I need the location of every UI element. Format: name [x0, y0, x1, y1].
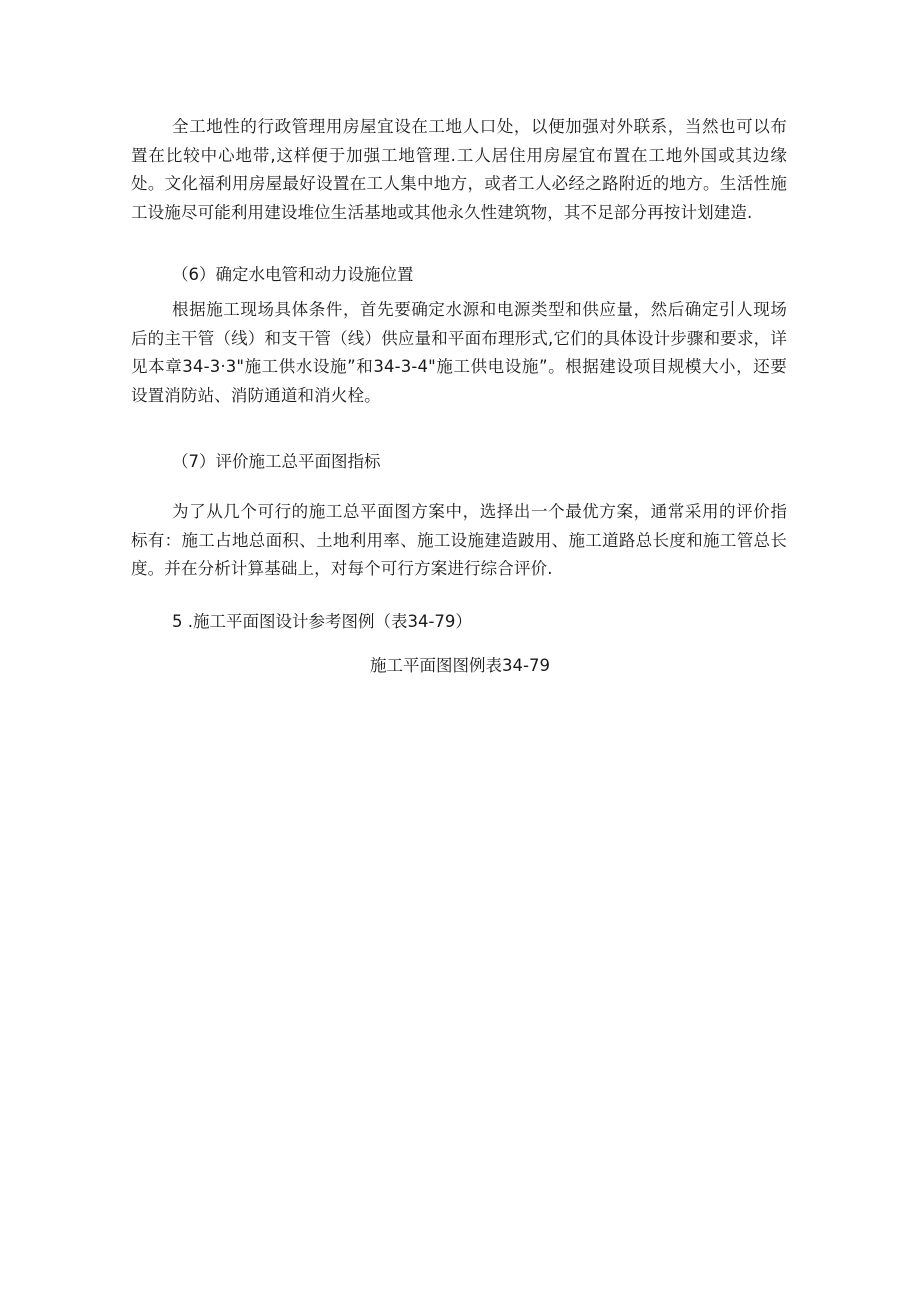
paragraph-utilities: 根据施工现场具体条件，首先要确定水源和电源类型和供应量，然后确定引人现场后的主干管（线）和支干管（线）供应量和平面布理形式,它们的具体设计步骤和要求，详见本章34-3·3"施工供水设施”和34-3-4"施工供电设施”。根据建设项目规模大小，还要设置消防站、消防通道和消火栓。	[131, 300, 787, 405]
paragraph-evaluation: 为了从几个可行的施工总平面图方案中，选择出一个最优方案，通常采用的评价指标有：施工占地总面积、土地利用率、施工设施建造跛用、施工道路总长度和施工管总长度。并在分析计算基础上，对每个可行方案进行综合评价.	[131, 502, 787, 578]
table-caption: 施工平面图图例表34-79	[370, 656, 550, 675]
section-heading-legend: 5 .施工平面图设计参考图例（表34-79）	[172, 612, 472, 631]
heading-utilities-location: （6）确定水电管和动力设施位置	[172, 265, 414, 284]
paragraph-housing: 全工地性的行政管理用房屋宜设在工地人口处，以便加强对外联系，当然也可以布置在比较中心地带,这样便于加强工地管理.工人居住用房屋宜布置在工地外国或其边缘处。文化福利用房屋最好设置在工人集中地方，或者工人必经之路附近的地方。生活性施工设施尽可能利用建设堆位生活基地或其他永久性建筑物，其不足部分再按计划建造.	[131, 117, 787, 222]
heading-evaluation: （7）评价施工总平面图指标	[172, 452, 381, 471]
